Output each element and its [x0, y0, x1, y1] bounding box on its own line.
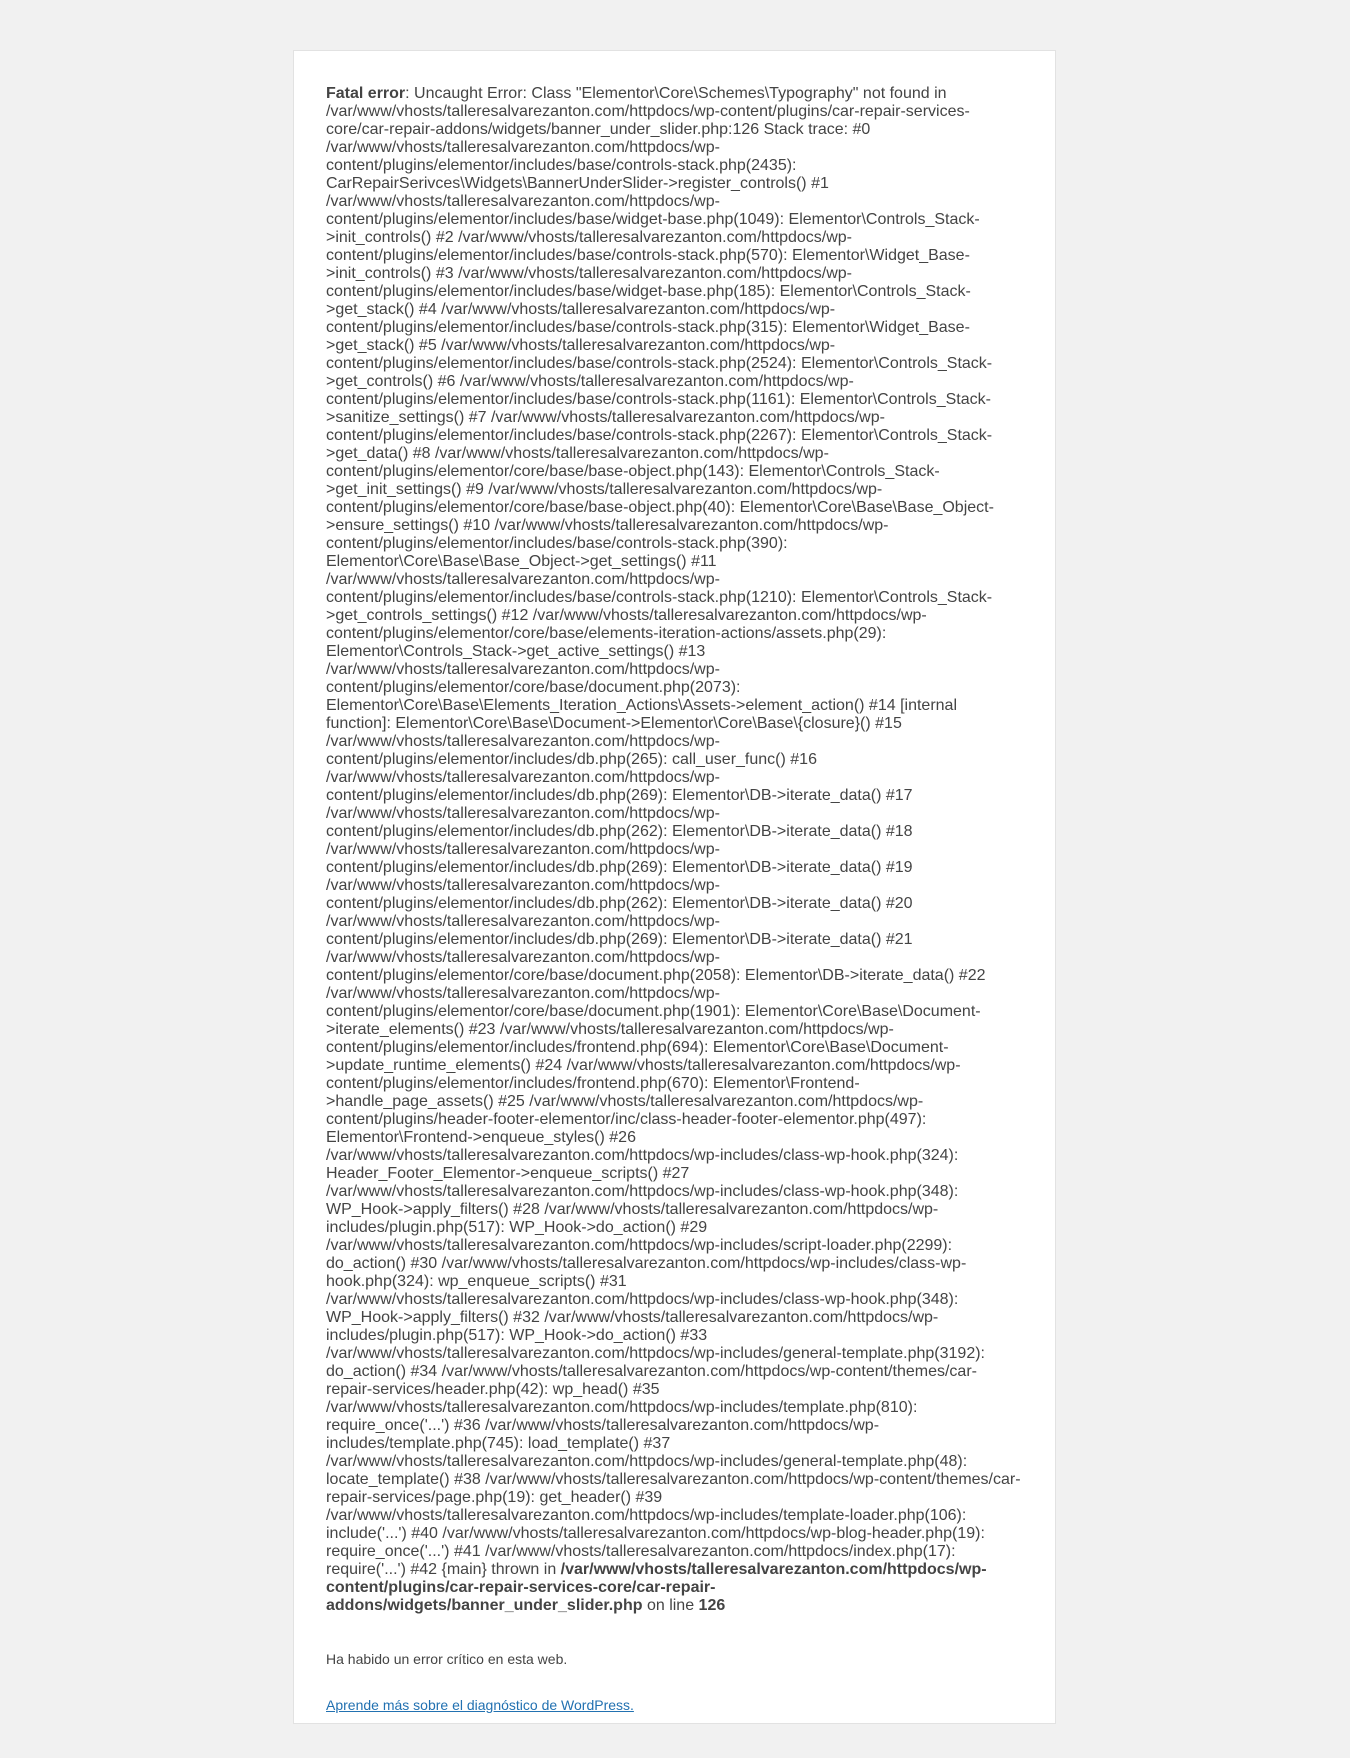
error-card	[293, 50, 1056, 1724]
error-stack-trace: : Uncaught Error: Class "Elementor\Core\Schemes\Typography" not found in /var/www/vhosts/talleresalvarezanton.com/httpdocs/wp-content/plugins/car-repair-services-core/car-repair-addons/widgets/banner_under_slider.php:126 Stack trace: #0 /var/www/vhosts/talleresalvarezanton.com/httpdocs/wp-content/plugins/elementor/includes/base/controls-stack.php(2435): CarRepairSerivces\Widgets\BannerUnderSlider->register_controls() #1 /var/www/vhosts/talleresalvarezanton.com/httpdocs/wp-content/plugins/elementor/includes/base/widget-base.php(1049): Elementor\Controls_Stack->init_controls() #2 /var/www/vhosts/talleresalvarezanton.com/httpdocs/wp-content/plugins/elementor/includes/base/controls-stack.php(570): Elementor\Widget_Base->init_controls() #3 /var/www/vhosts/talleresalvarezanton.com/httpdocs/wp-content/plugins/elementor/includes/base/widget-base.php(185): Elementor\Controls_Stack->get_stack() #4 /var/www/vhosts/talleresalvarezanton.com/httpdocs/wp-content/plugins/elementor/includes/base/controls-stack.php(315): Elementor\Widget_Base->get_stack() #5 /var/www/vhosts/talleresalvarezanton.com/httpdocs/wp-content/plugins/elementor/includes/base/controls-stack.php(2524): Elementor\Controls_Stack->get_controls() #6 /var/www/vhosts/talleresalvarezanton.com/httpdocs/wp-content/plugins/elementor/includes/base/controls-stack.php(1161): Elementor\Controls_Stack->sanitize_settings() #7 /var/www/vhosts/talleresalvarezanton.com/httpdocs/wp-content/plugins/elementor/includes/base/controls-stack.php(2267): Elementor\Controls_Stack->get_data() #8 /var/www/vhosts/talleresalvarezanton.com/httpdocs/wp-content/plugins/elementor/core/base/base-object.php(143): Elementor\Controls_Stack->get_init_settings() #9 /var/www/vhosts/talleresalvarezanton.com/httpdocs/wp-content/plugins/elementor/core/base/base-object.php(40): Elementor\Core\Base\Base_Object->ensure_settings() #10 /var/www/vhosts/talleresalvarezanton.com/httpdocs/wp-content/plugins/elementor/includes/base/controls-stack.php(390): Elementor\Core\Base\Base_Object->get_settings() #11 /var/www/vhosts/talleresalvarezanton.com/httpdocs/wp-content/plugins/elementor/includes/base/controls-stack.php(1210): Elementor\Controls_Stack->get_controls_settings() #12 /var/www/vhosts/talleresalvarezanton.com/httpdocs/wp-content/plugins/elementor/core/base/elements-iteration-actions/assets.php(29): Elementor\Controls_Stack->get_active_settings() #13 /var/www/vhosts/talleresalvarezanton.com/httpdocs/wp-content/plugins/elementor/core/base/document.php(2073): Elementor\Core\Base\Elements_Iteration_Actions\Assets->element_action() #14 [internal function]: Elementor\Core\Base\Document->Elementor\Core\Base\{closure}() #15 /var/www/vhosts/talleresalvarezanton.com/httpdocs/wp-content/plugins/elementor/includes/db.php(265): call_user_func() #16 /var/www/vhosts/talleresalvarezanton.com/httpdocs/wp-content/plugins/elementor/includes/db.php(269): Elementor\DB->iterate_data() #17 /var/www/vhosts/talleresalvarezanton.com/httpdocs/wp-content/plugins/elementor/includes/db.php(262): Elementor\DB->iterate_data() #18 /var/www/vhosts/talleresalvarezanton.com/httpdocs/wp-content/plugins/elementor/includes/db.php(269): Elementor\DB->iterate_data() #19 /var/www/vhosts/talleresalvarezanton.com/httpdocs/wp-content/plugins/elementor/includes/db.php(262): Elementor\DB->iterate_data() #20 /var/www/vhosts/talleresalvarezanton.com/httpdocs/wp-content/plugins/elementor/includes/db.php(269): Elementor\DB->iterate_data() #21 /var/www/vhosts/talleresalvarezanton.com/httpdocs/wp-content/plugins/elementor/core/base/document.php(2058): Elementor\DB->iterate_data() #22 /var/www/vhosts/talleresalvarezanton.com/httpdocs/wp-content/plugins/elementor/core/base/document.php(1901): Elementor\Core\Base\Document->iterate_elements() #23 /var/www/vhosts/talleresalvarezanton.com/httpdocs/wp-content/plugins/elementor/includes/frontend.php(694): Elementor\Core\Base\Document->update_runtime_elements() #24 /var/www/vhosts/talleresalvarezanton.com/httpdocs/wp-content/plugins/elementor/includes/frontend.php(670): Elementor\Frontend->handle_page_assets() #25 /var/www/vhosts/talleresalvarezanton.com/httpdocs/wp-content/plugins/header-footer-elementor/inc/class-header-footer-elementor.php(497): Elementor\Frontend->enqueue_styles() #26 /var/www/vhosts/talleresalvarezanton.com/httpdocs/wp-includes/class-wp-hook.php(324): Header_Footer_Elementor->enqueue_scripts() #27 /var/www/vhosts/talleresalvarezanton.com/httpdocs/wp-includes/class-wp-hook.php(348): WP_Hook->apply_filters() #28 /var/www/vhosts/talleresalvarezanton.com/httpdocs/wp-includes/plugin.php(517): WP_Hook->do_action() #29 /var/www/vhosts/talleresalvarezanton.com/httpdocs/wp-includes/script-loader.php(2299): do_action() #30 /var/www/vhosts/talleresalvarezanton.com/httpdocs/wp-includes/class-wp-hook.php(324): wp_enqueue_scripts() #31 /var/www/vhosts/talleresalvarezanton.com/httpdocs/wp-includes/class-wp-hook.php(348): WP_Hook->apply_filters() #32 /var/www/vhosts/talleresalvarezanton.com/httpdocs/wp-includes/plugin.php(517): WP_Hook->do_action() #33 /var/www/vhosts/talleresalvarezanton.com/httpdocs/wp-includes/general-template.php(3192): do_action() #34 /var/www/vhosts/talleresalvarezanton.com/httpdocs/wp-content/themes/car-repair-services/header.php(42): wp_head() #35 /var/www/vhosts/talleresalvarezanton.com/httpdocs/wp-includes/template.php(810): require_once('...') #36 /var/www/vhosts/talleresalvarezanton.com/httpdocs/wp-includes/template.php(745): load_template() #37 /var/www/vhosts/talleresalvarezanton.com/httpdocs/wp-includes/general-template.php(48): locate_template() #38 /var/www/vhosts/talleresalvarezanton.com/httpdocs/wp-content/themes/car-repair-services/page.php(19): get_header() #39 /var/www/vhosts/talleresalvarezanton.com/httpdocs/wp-includes/template-loader.php(106): include('...') #40 /var/www/vhosts/talleresalvarezanton.com/httpdocs/wp-blog-header.php(19): require_once('...') #41 /var/www/vhosts/talleresalvarezanton.com/httpdocs/index.php(17): require('...') #42 {main} thrown in	[326, 85, 1021, 1578]
critical-error-notice: Ha habido un error crítico en esta web.	[326, 1651, 568, 1667]
on-line-text: on line	[642, 1597, 699, 1614]
error-file-path: /var/www/vhosts/talleresalvarezanton.com/httpdocs/wp-content/plugins/car-repair-services-core/car-repair-addons/widgets/banner_under_slider.php	[326, 1561, 987, 1614]
wordpress-debugging-link[interactable]: Aprende más sobre el diagnóstico de WordPress.	[326, 1697, 634, 1713]
fatal-error-label: Fatal error	[326, 85, 406, 102]
fatal-error-message	[326, 85, 1023, 1615]
error-line-number: 126	[698, 1597, 726, 1614]
help-link-paragraph	[326, 1696, 1023, 1714]
